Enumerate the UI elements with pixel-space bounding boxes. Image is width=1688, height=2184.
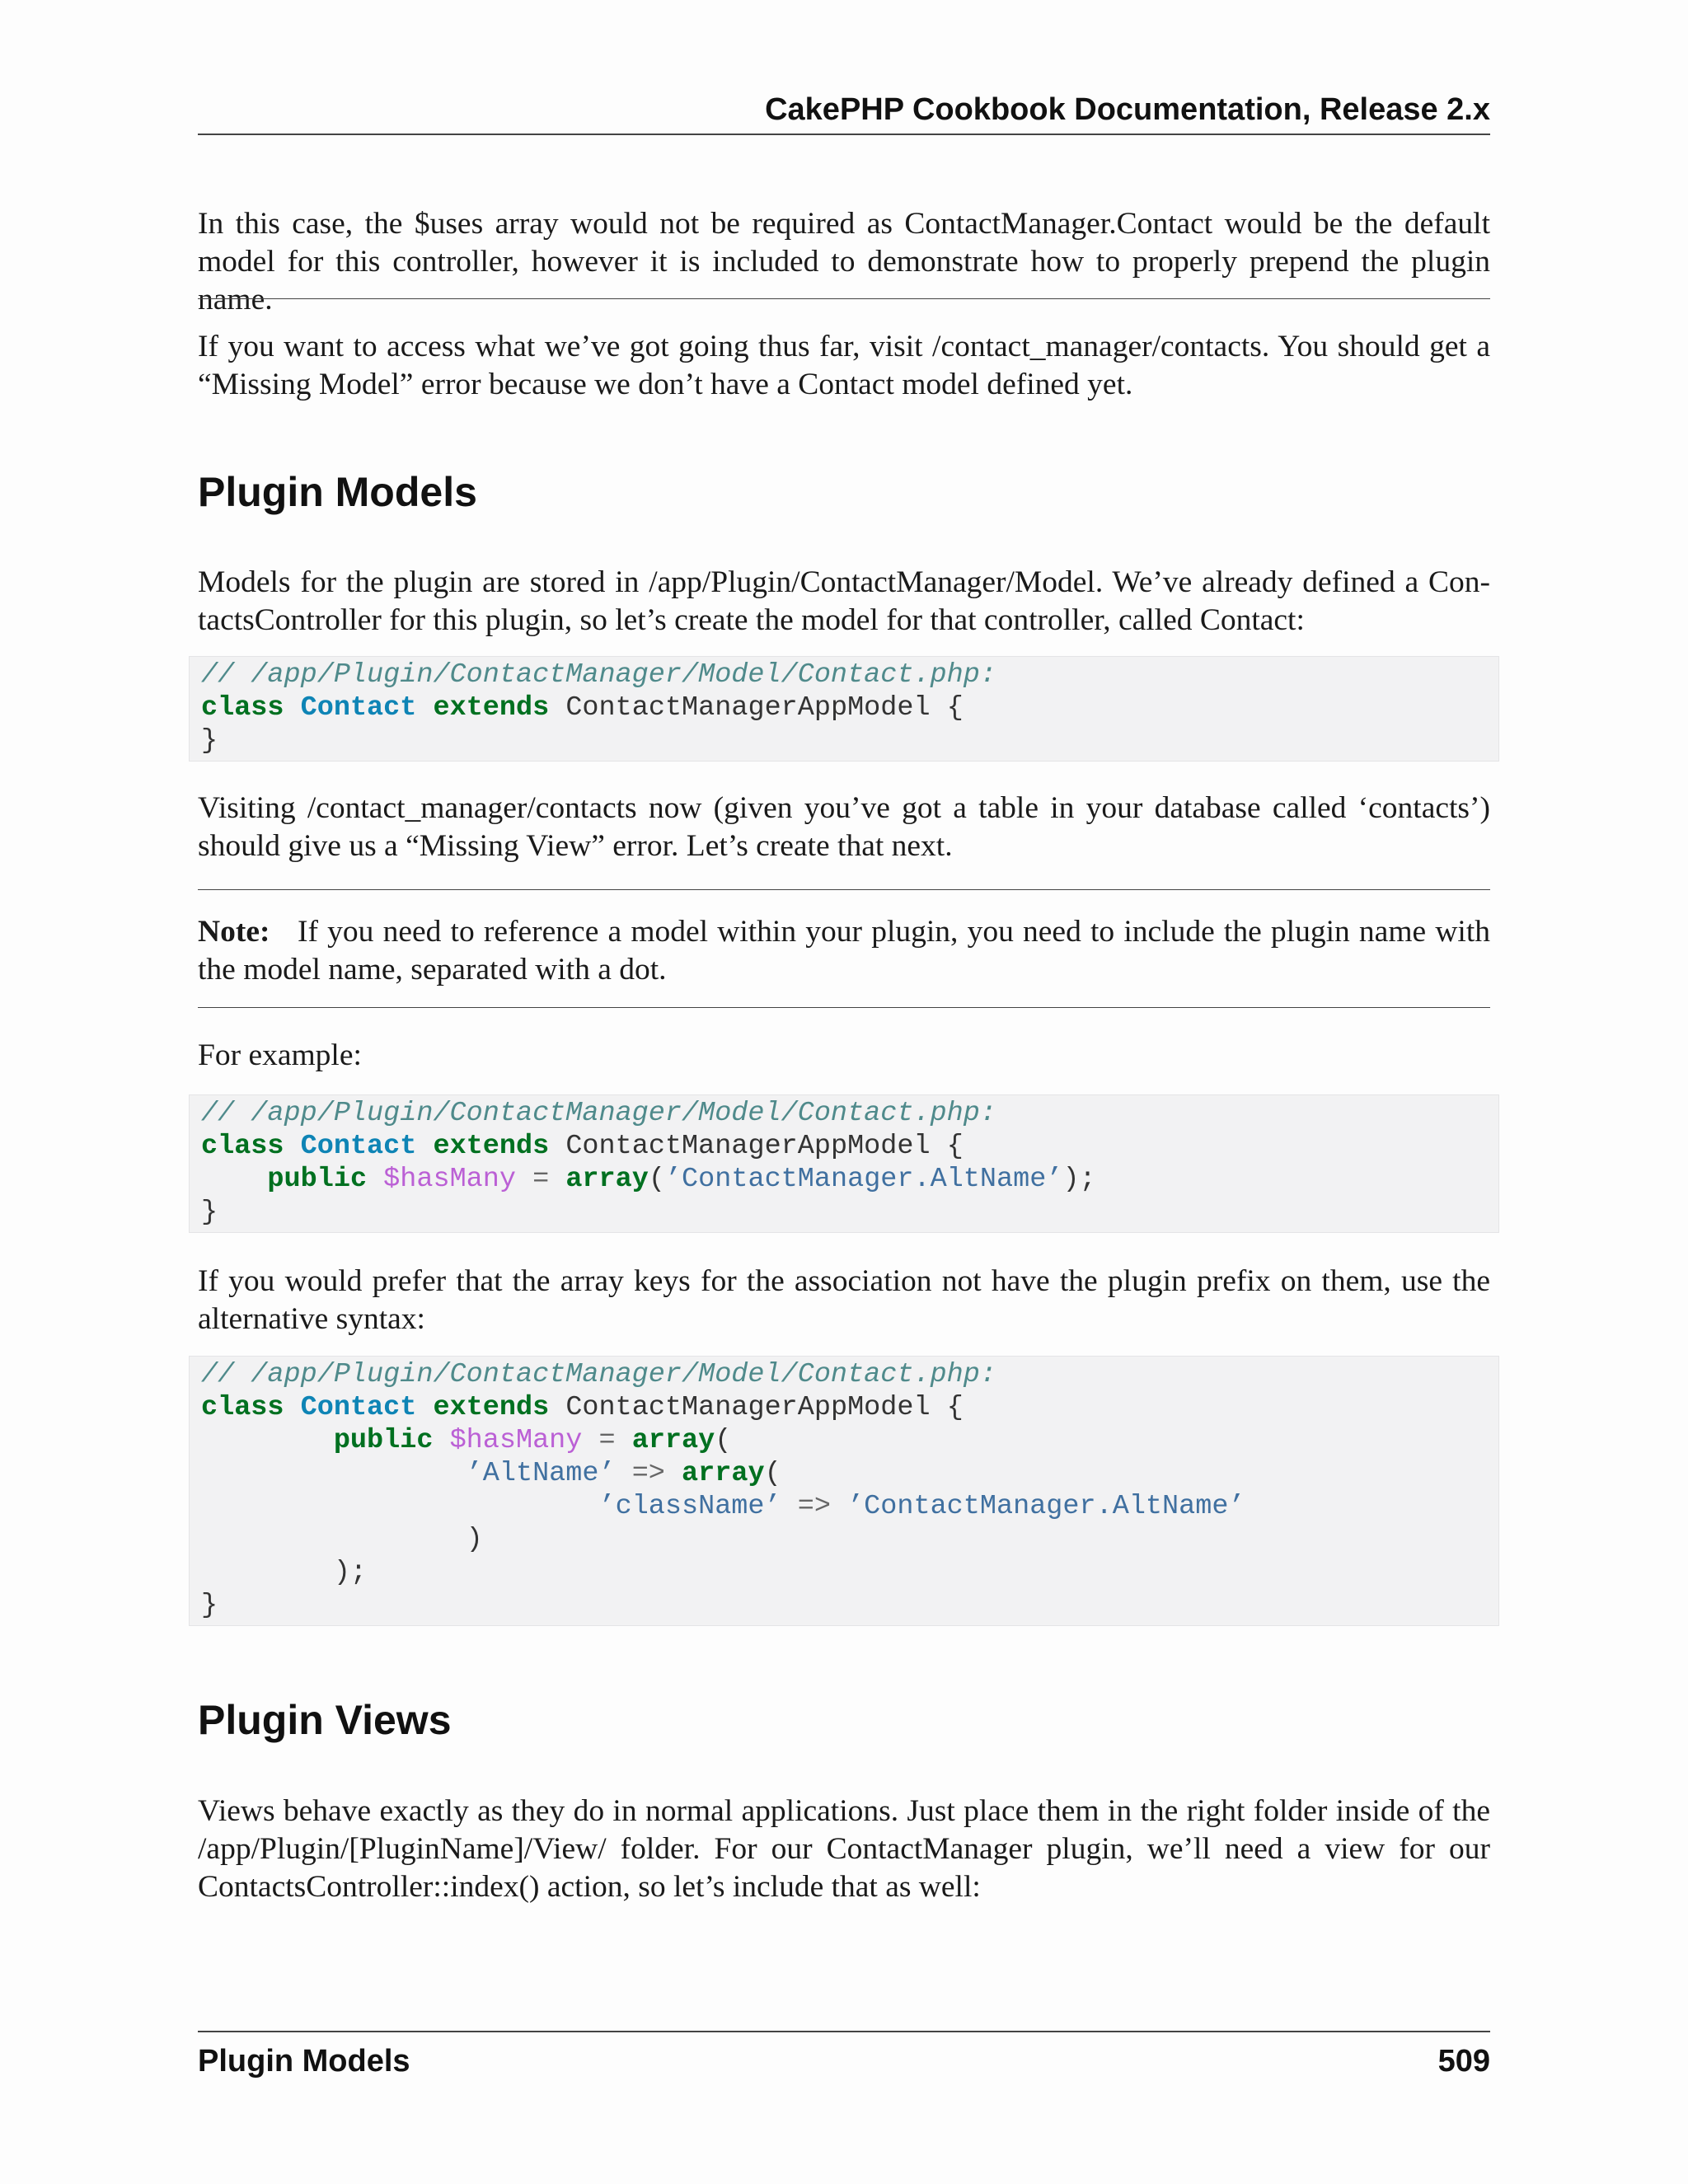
code-keyword: class (201, 692, 284, 724)
code-string: ’ContactManager.AltName’ (847, 1491, 1245, 1522)
code-class-name: Contact (300, 1392, 417, 1423)
code-keyword: array (631, 1425, 715, 1456)
code-keyword: extends (433, 1392, 550, 1423)
code-brace: } (201, 725, 218, 757)
code-keyword: extends (433, 1131, 550, 1162)
code-paren: ( (715, 1425, 732, 1456)
footer-section-title: Plugin Models (198, 2044, 410, 2079)
code-paren: ); (333, 1557, 368, 1588)
paragraph-missing-view: Visiting /contact_manager/contacts now (given you’ve got a table in your database called ‘contacts’) should give us a “Missing View” error. Let’s create that next. (198, 791, 1490, 863)
code-parent-class: ContactManagerAppModel (565, 1131, 931, 1162)
note-box (198, 913, 1490, 989)
code-class-name: Contact (300, 1131, 417, 1162)
header-rule (198, 134, 1490, 135)
code-keyword: array (682, 1458, 765, 1489)
paragraph-views-behave: Views behave exactly as they do in normal applications. Just place them in the right folder inside of the /app/Plugin/[PluginName]/View/ folder. For our ContactManager plugin, we’ll need a view for our ContactsController::index() action, so let’s include that as well: (198, 1794, 1490, 1904)
code-paren: ) (466, 1524, 483, 1555)
note-text: If you need to reference a model within your plugin, you need to include the plugin name with the model name, separated with a dot. (198, 915, 1490, 987)
code-operator: => (631, 1458, 665, 1489)
code-block-contact-model (189, 656, 1499, 762)
note-label: Note: (198, 915, 270, 949)
code-string: ’className’ (598, 1491, 781, 1522)
note-bottom-rule (198, 1007, 1490, 1008)
code-string: ’ContactManager.AltName’ (664, 1164, 1063, 1195)
code-keyword: array (565, 1164, 649, 1195)
code-brace: } (201, 1590, 218, 1621)
code-operator: = (598, 1425, 616, 1456)
code-brace: } (201, 1197, 218, 1228)
code-keyword: public (333, 1425, 434, 1456)
divider (198, 298, 1490, 299)
code-parent-class: ContactManagerAppModel (565, 1392, 931, 1423)
code-keyword: extends (433, 692, 550, 724)
code-keyword: public (267, 1164, 368, 1195)
paragraph-for-example: For example: (198, 1038, 362, 1072)
code-variable: $hasMany (449, 1425, 583, 1456)
paragraph-access-contacts: If you want to access what we’ve got going thus far, visit /contact_manager/contacts. You should get a “Missing Model” error because we don’t have a Contact model defined yet. (198, 330, 1490, 401)
code-operator: => (797, 1491, 831, 1522)
code-paren: ( (764, 1458, 781, 1489)
section-heading-plugin-views: Plugin Views (198, 1697, 452, 1743)
note-top-rule (198, 889, 1490, 890)
code-keyword: class (201, 1392, 284, 1423)
code-comment: // /app/Plugin/ContactManager/Model/Contact.php: (201, 659, 996, 691)
code-block-alternative-syntax (189, 1356, 1499, 1626)
code-paren: ); (1062, 1164, 1096, 1195)
paragraph-uses-array: In this case, the $uses array would not be required as ContactManager.Contact would be the default model for this controller, however it is included to demonstrate how to properly prepend the plugin name. (198, 207, 1490, 316)
paragraph-alternative-syntax: If you would prefer that the array keys for the association not have the plugin prefix on them, use the alternative syntax: (198, 1264, 1490, 1336)
code-operator: = (532, 1164, 550, 1195)
footer-rule (198, 2031, 1490, 2032)
code-keyword: class (201, 1131, 284, 1162)
code-string: ’AltName’ (466, 1458, 616, 1489)
code-block-hasmany-example (189, 1094, 1499, 1233)
code-variable: $hasMany (383, 1164, 516, 1195)
page-number: 509 (1437, 2044, 1490, 2079)
code-paren: ( (648, 1164, 665, 1195)
code-brace: { (946, 692, 964, 724)
code-comment: // /app/Plugin/ContactManager/Model/Contact.php: (201, 1359, 996, 1390)
code-brace: { (946, 1131, 964, 1162)
running-header-title: CakePHP Cookbook Documentation, Release 2.x (765, 92, 1490, 127)
code-class-name: Contact (300, 692, 417, 724)
section-heading-plugin-models: Plugin Models (198, 469, 477, 515)
code-comment: // /app/Plugin/ContactManager/Model/Contact.php: (201, 1098, 996, 1129)
paragraph-models-location: Models for the plugin are stored in /app/Plugin/ContactManager/Model. We’ve already defined a ContactsController for this plugin, so let’s create the model for that controller, called Contact: (198, 565, 1490, 637)
code-brace: { (946, 1392, 964, 1423)
code-parent-class: ContactManagerAppModel (565, 692, 931, 724)
